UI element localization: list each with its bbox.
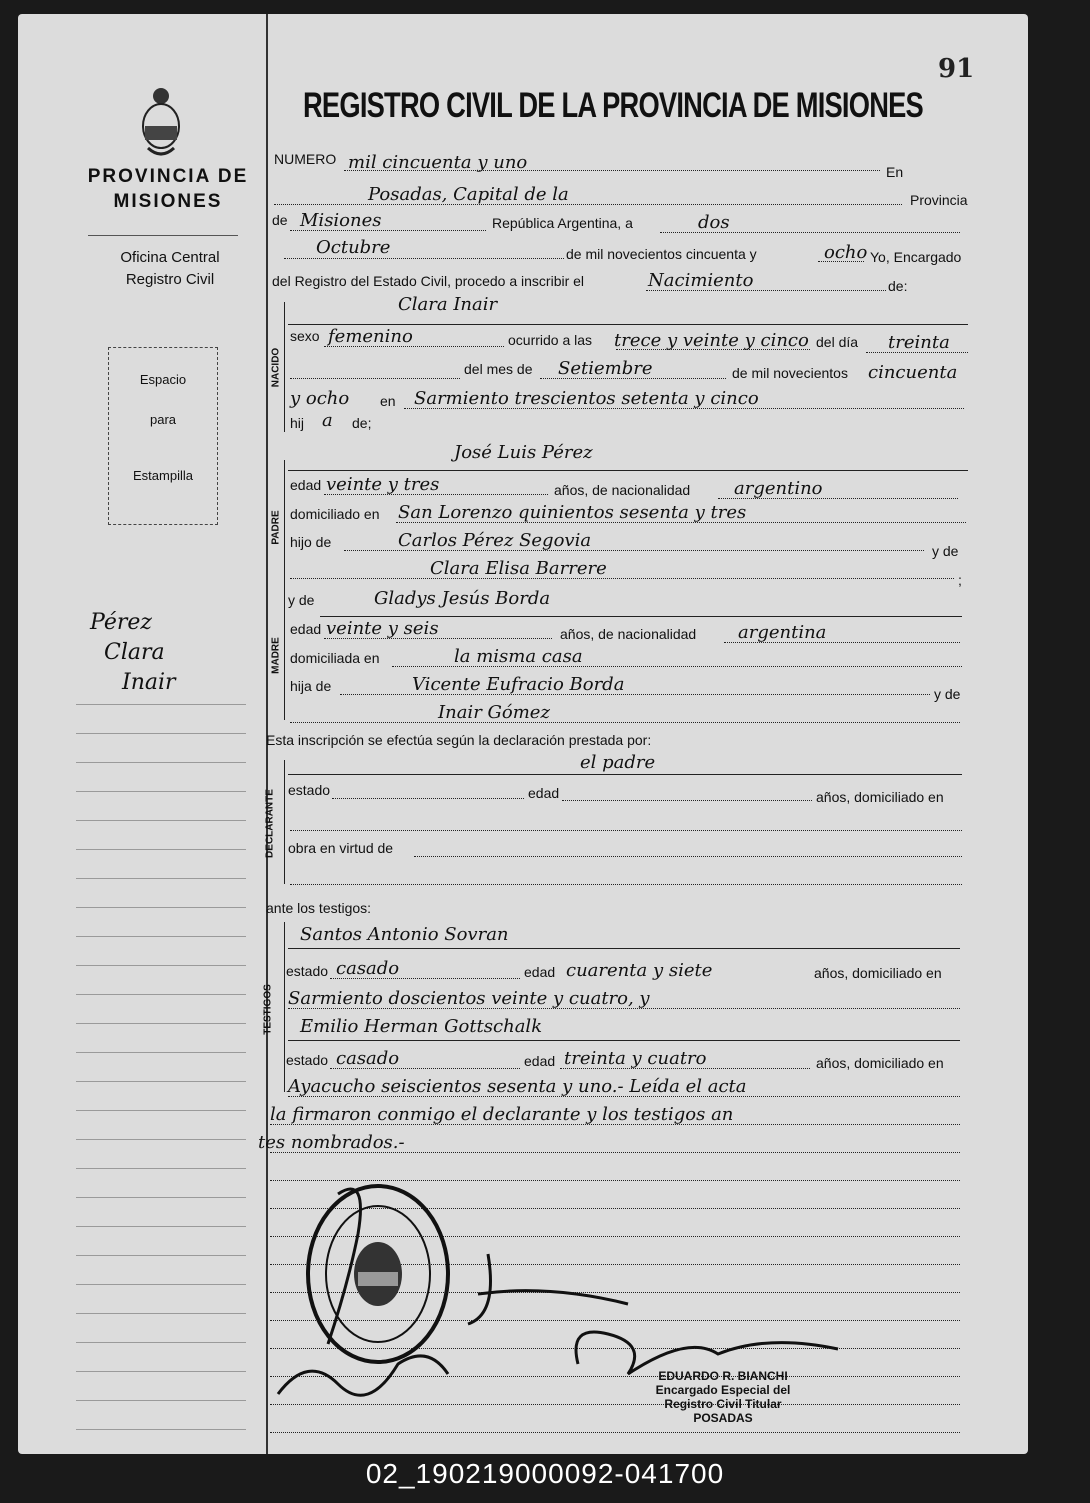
madre-dom-label: domiciliada en [290,650,380,666]
madre-edad-value: veinte y seis [326,618,439,639]
t2-dom-label: años, domiciliado en [816,1055,944,1071]
stamp-space: Espacio para Estampilla [108,347,218,525]
padre-nac-value: argentino [734,478,823,499]
hour-value: trece y veinte y cinco [614,330,809,351]
father-name: José Luis Pérez [454,442,593,463]
witness1-address: Sarmiento doscientos veinte y cuatro, y [288,988,650,1009]
ocurrido-label: ocurrido a las [508,332,593,348]
ruled-line [76,820,246,821]
document-title: REGISTRO CIVIL DE LA PROVINCIA DE MISIONES [303,86,923,125]
declarante-value: el padre [580,752,656,773]
madre-mother-line [290,722,960,723]
yo-label: Yo, Encargado [870,249,962,265]
witness1-name: Santos Antonio Sovran [300,924,509,945]
witness2-name-line [288,1040,960,1041]
testigos-label: ante los testigos: [266,900,372,916]
madre-edad-label: edad [290,621,322,637]
year-value: ocho [824,242,868,263]
ruled-line [76,1400,246,1401]
ruled-line [76,1284,246,1285]
ruled-line [76,878,246,879]
mil-label: de mil novecientos [732,365,848,381]
witness2-edad: treinta y cuatro [564,1048,707,1069]
declarante-estado-label: estado [288,782,331,798]
mes-label: del mes de [464,361,533,377]
de-label: de [272,212,288,228]
ruled-line [76,936,246,937]
testigos-section-label: TESTIGOS [262,984,274,1035]
declarante-dom-label: años, domiciliado en [816,789,944,805]
ruled-line [76,733,246,734]
dia-value: treinta [888,332,950,353]
witness2-name: Emilio Herman Gottschalk [300,1016,543,1037]
madre-yde-label: y de [288,592,315,608]
padre-semicolon: ; [958,572,962,588]
witness1-estado: casado [336,958,400,979]
ruled-line [76,1313,246,1314]
ruled-line [76,762,246,763]
handwritten-signature-3 [468,1254,628,1324]
numero-value: mil cincuenta y uno [348,152,528,173]
declarante-dom-line [290,830,962,831]
ruled-line [76,1371,246,1372]
de-colon: de: [888,278,908,294]
testigos-bracket [284,922,285,1092]
sexo-value: femenino [328,326,413,347]
ruled-line [76,704,246,705]
witness1-edad: cuarenta y siete [566,960,713,981]
padre-dom-label: domiciliado en [290,506,380,522]
padre-nac-label: años, de nacionalidad [554,482,691,498]
t2-edad-label: edad [524,1053,556,1069]
declarante-estado-line [332,798,524,799]
padre-hijo-label: hijo de [290,534,332,550]
declarante-line [288,774,962,775]
witness2-address: Ayacucho seiscientos sesenta y uno.- Leída el acta [288,1076,747,1097]
numero-label: NUMERO [274,151,337,167]
ruled-line [76,994,246,995]
ruled-line [76,1429,246,1430]
ruled-line [76,791,246,792]
padre-mother-line [290,578,954,579]
ruled-line [76,1255,246,1256]
mes-leading-line [290,378,460,379]
padre-bracket [284,460,285,590]
mes-value: Setiembre [558,358,653,379]
madre-section-label: MADRE [270,637,282,674]
ruled-line [76,907,246,908]
declarante-edad-line [562,800,812,801]
maternal-grandfather: Vicente Eufracio Borda [412,674,625,695]
margin-name: Clara [104,640,165,665]
hijo-label: hij [290,415,305,431]
madre-nac-label: años, de nacionalidad [560,626,697,642]
declarante-obra-label: obra en virtud de [288,840,394,856]
t2-estado-label: estado [286,1052,329,1068]
year-label: de mil novecientos cincuenta y [566,246,757,262]
t1-edad-label: edad [524,964,556,980]
coat-of-arms-icon [138,82,184,162]
image-caption: 02_190219000092-041700 [365,1458,725,1489]
madre-nac-value: argentina [738,622,827,643]
padre-edad-label: edad [290,477,322,493]
ruled-line [76,1342,246,1343]
padre-yde-label: y de [932,543,959,559]
declarante-bracket [284,760,285,884]
place-value: Posadas, Capital de la [368,184,569,205]
declarante-edad-label: edad [528,785,560,801]
t1-estado-label: estado [286,963,329,979]
hijo-value: a [322,410,333,431]
en-label: En [886,164,904,180]
declarante-extra-line [290,884,962,885]
ruled-line [76,1110,246,1111]
padre-dom-value: San Lorenzo quinientos sesenta y tres [398,502,747,523]
ruled-line [76,1081,246,1082]
declarante-section-label: DECLARANTE [264,789,276,858]
official-stamp: EDUARDO R. BIANCHI Encargado Especial del Registro Civil Titular POSADAS [655,1369,791,1425]
official-seal [308,1186,448,1362]
declaracion-label: Esta inscripción se efectúa según la declaración prestada por: [266,732,652,748]
ruled-line [76,1139,246,1140]
provincia-label: Provincia [910,192,968,208]
witness1-name-line [288,948,960,949]
left-column [18,14,266,1454]
ruled-line [76,965,246,966]
del-dia-label: del día [816,334,859,350]
republica-label: República Argentina, a [492,215,633,231]
month-value: Octubre [316,237,391,258]
ruled-line [76,1168,246,1169]
page-number: 91 [938,54,975,84]
margin-surname: Pérez [90,610,152,635]
madre-yde2-label: y de [934,686,961,702]
day-value: dos [698,212,730,233]
year-value-2: y ocho [290,388,350,409]
mother-name: Gladys Jesús Borda [374,588,551,609]
child-name: Clara Inair [398,294,498,315]
document-page [18,14,1028,1454]
sexo-label: sexo [290,328,320,344]
birth-address: Sarmiento trescientos setenta y cinco [414,388,759,409]
ruled-line [76,1197,246,1198]
declarante-obra-line [414,856,962,857]
hijo-de-label: de; [352,415,372,431]
province-value: Misiones [300,210,382,231]
madre-bracket [284,590,285,720]
margin-second-name: Inair [122,670,176,695]
nacido-section-label: NACIDO [270,347,282,388]
child-name-line [288,324,968,325]
maternal-grandmother: Inair Gómez [438,702,550,723]
closing-text-2: tes nombrados.- [258,1132,405,1153]
closing-text-1: la firmaron conmigo el declarante y los testigos an [270,1104,734,1125]
paternal-grandfather: Carlos Pérez Segovia [398,530,592,551]
nacido-bracket [284,302,285,432]
t1-dom-label: años, domiciliado en [814,965,942,981]
ruled-line [76,1226,246,1227]
padre-edad-value: veinte y tres [326,474,440,495]
mother-name-line [320,616,962,617]
witness2-estado: casado [336,1048,400,1069]
paternal-grandmother: Clara Elisa Barrere [430,558,607,579]
ruled-line [76,849,246,850]
madre-dom-value: la misma casa [454,646,583,667]
father-name-line [288,470,968,471]
inscribe-label: del Registro del Estado Civil, procedo a inscribir el [272,273,585,289]
handwritten-signature-4 [576,1332,838,1374]
province-name: PROVINCIA DE MISIONES [87,166,249,212]
ruled-line [76,1052,246,1053]
year-value: cincuenta [868,362,958,383]
en-label: en [380,393,396,409]
divider [88,235,238,236]
padre-section-label: PADRE [270,510,282,545]
act-value: Nacimiento [648,270,754,291]
office-name: Oficina Central Registro Civil [120,249,220,288]
month-line [284,258,564,259]
madre-hija-label: hija de [290,678,332,694]
ruled-line [76,1023,246,1024]
